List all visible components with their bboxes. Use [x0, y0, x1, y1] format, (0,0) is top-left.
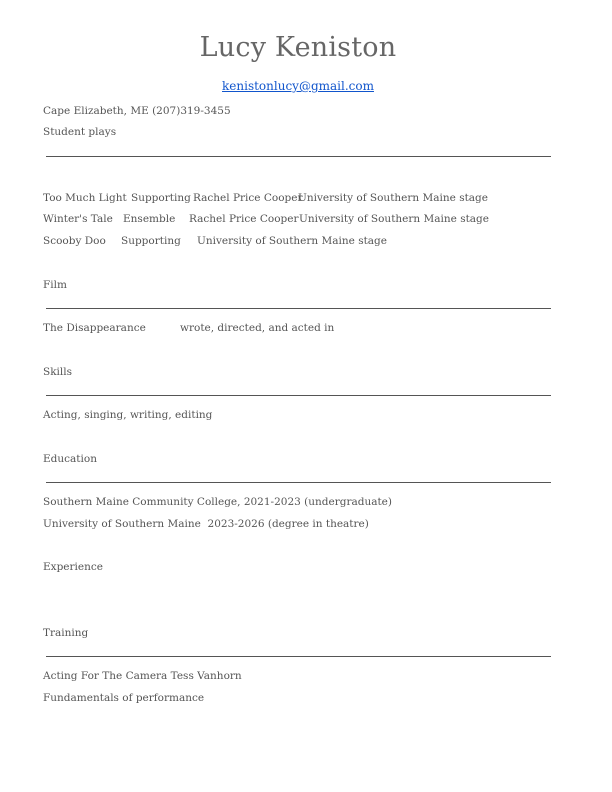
play-director: Rachel Price Cooper	[193, 192, 303, 204]
section-title-training: Training	[43, 627, 89, 639]
section-title-film: Film	[43, 279, 67, 291]
resume-name: Lucy Keniston	[199, 32, 397, 63]
section-title-student-plays: Student plays	[43, 126, 117, 138]
education-entry: Southern Maine Community College, 2021-2023 (undergraduate)	[43, 496, 392, 508]
section-divider	[46, 482, 551, 483]
play-title: Scooby Doo	[43, 235, 106, 247]
play-role: Supporting	[121, 235, 181, 247]
section-title-education: Education	[43, 453, 97, 465]
training-entry: Acting For The Camera Tess Vanhorn	[43, 670, 242, 682]
skills-text: Acting, singing, writing, editing	[43, 409, 213, 421]
play-venue: University of Southern Maine stage	[298, 192, 488, 204]
section-divider	[46, 308, 551, 309]
contact-info: Cape Elizabeth, ME (207)319-3455	[43, 105, 231, 117]
section-divider	[46, 156, 551, 157]
play-role: Supporting	[131, 192, 191, 204]
play-title: Too Much Light	[43, 192, 127, 204]
section-divider	[46, 395, 551, 396]
play-venue: University of Southern Maine stage	[197, 235, 387, 247]
email-link-wrapper	[0, 79, 596, 93]
section-divider	[46, 656, 551, 657]
play-title: Winter's Tale	[43, 213, 113, 225]
film-role: wrote, directed, and acted in	[180, 322, 335, 334]
film-title: The Disappearance	[43, 322, 146, 334]
play-director: Rachel Price Cooper	[189, 213, 299, 225]
play-role: Ensemble	[123, 213, 176, 225]
play-venue: University of Southern Maine stage	[299, 213, 489, 225]
section-title-experience: Experience	[43, 561, 103, 573]
education-entry: University of Southern Maine 2023-2026 (degree in theatre)	[43, 518, 369, 530]
training-entry: Fundamentals of performance	[43, 692, 205, 704]
email-link[interactable]: kenistonlucy@gmail.com	[222, 79, 374, 93]
section-title-skills: Skills	[43, 366, 73, 378]
